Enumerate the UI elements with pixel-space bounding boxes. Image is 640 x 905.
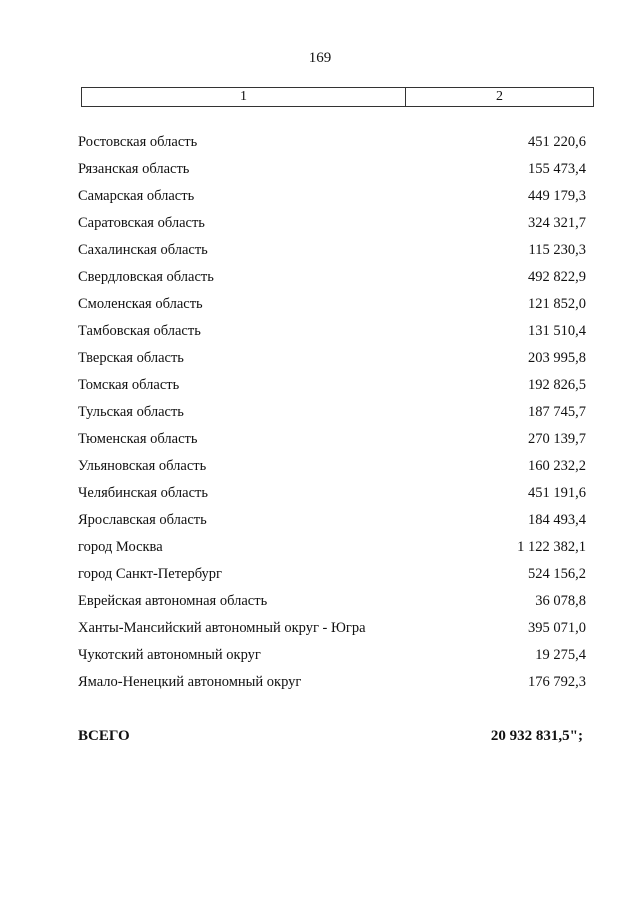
table-row	[78, 671, 586, 698]
region-name: Свердловская область	[78, 269, 214, 285]
table-row	[78, 428, 586, 455]
region-value: 131 510,4	[528, 323, 586, 339]
region-value: 1 122 382,1	[517, 539, 586, 555]
region-value: 121 852,0	[528, 296, 586, 312]
table-row	[78, 185, 586, 212]
region-name: Ростовская область	[78, 134, 198, 150]
region-value: 160 232,2	[528, 458, 586, 474]
table-row	[78, 455, 586, 482]
total-row	[78, 728, 583, 745]
region-name: Самарская область	[78, 188, 195, 204]
region-value: 192 826,5	[528, 377, 586, 393]
table-row	[78, 374, 586, 401]
table-row	[78, 158, 586, 185]
region-name: Тульская область	[78, 404, 184, 420]
table-row	[78, 482, 586, 509]
region-name: Томская область	[78, 377, 180, 393]
region-list	[78, 131, 586, 698]
table-row	[78, 590, 586, 617]
region-value: 187 745,7	[528, 404, 586, 420]
region-value: 155 473,4	[528, 161, 586, 177]
table-row	[78, 509, 586, 536]
region-value: 492 822,9	[528, 269, 586, 285]
region-name: город Санкт-Петербург	[78, 566, 223, 582]
region-name: Тверская область	[78, 350, 184, 366]
table-row	[78, 212, 586, 239]
column-header-1: 1	[82, 88, 406, 106]
region-value: 324 321,7	[528, 215, 586, 231]
region-name: Сахалинская область	[78, 242, 208, 258]
region-value: 115 230,3	[528, 242, 586, 258]
table-row	[78, 293, 586, 320]
region-name: Саратовская область	[78, 215, 205, 231]
table-row	[78, 239, 586, 266]
region-name: Чукотский автономный округ	[78, 647, 261, 663]
region-name: Тамбовская область	[78, 323, 201, 339]
table-row	[78, 131, 586, 158]
table-row	[78, 266, 586, 293]
table-row	[78, 617, 586, 644]
region-name: Еврейская автономная область	[78, 593, 268, 609]
region-name: Смоленская область	[78, 296, 203, 312]
table-row	[78, 644, 586, 671]
table-row	[78, 536, 586, 563]
region-value: 395 071,0	[528, 620, 586, 636]
region-value: 36 078,8	[535, 593, 586, 609]
total-value: 20 932 831,5";	[490, 728, 583, 744]
region-value: 184 493,4	[528, 512, 586, 528]
region-name: Тюменская область	[78, 431, 198, 447]
region-value: 270 139,7	[528, 431, 586, 447]
region-value: 451 220,6	[528, 134, 586, 150]
region-value: 176 792,3	[528, 674, 586, 690]
region-value: 203 995,8	[528, 350, 586, 366]
region-value: 451 191,6	[528, 485, 586, 501]
region-value: 449 179,3	[528, 188, 586, 204]
region-name: Челябинская область	[78, 485, 208, 501]
table-row	[78, 347, 586, 374]
region-name: Рязанская область	[78, 161, 190, 177]
column-header-table	[81, 87, 594, 107]
region-value: 524 156,2	[528, 566, 586, 582]
region-name: Ханты-Мансийский автономный округ - Югра	[78, 620, 366, 636]
column-header-2: 2	[496, 89, 503, 104]
table-row	[78, 563, 586, 590]
region-name: Ямало-Ненецкий автономный округ	[78, 674, 302, 690]
region-name: город Москва	[78, 539, 163, 555]
page-number: 169	[308, 50, 332, 66]
table-row	[78, 320, 586, 347]
region-name: Ярославская область	[78, 512, 207, 528]
table-row	[78, 401, 586, 428]
region-name: Ульяновская область	[78, 458, 207, 474]
region-value: 19 275,4	[535, 647, 586, 663]
total-label: ВСЕГО	[78, 728, 130, 744]
